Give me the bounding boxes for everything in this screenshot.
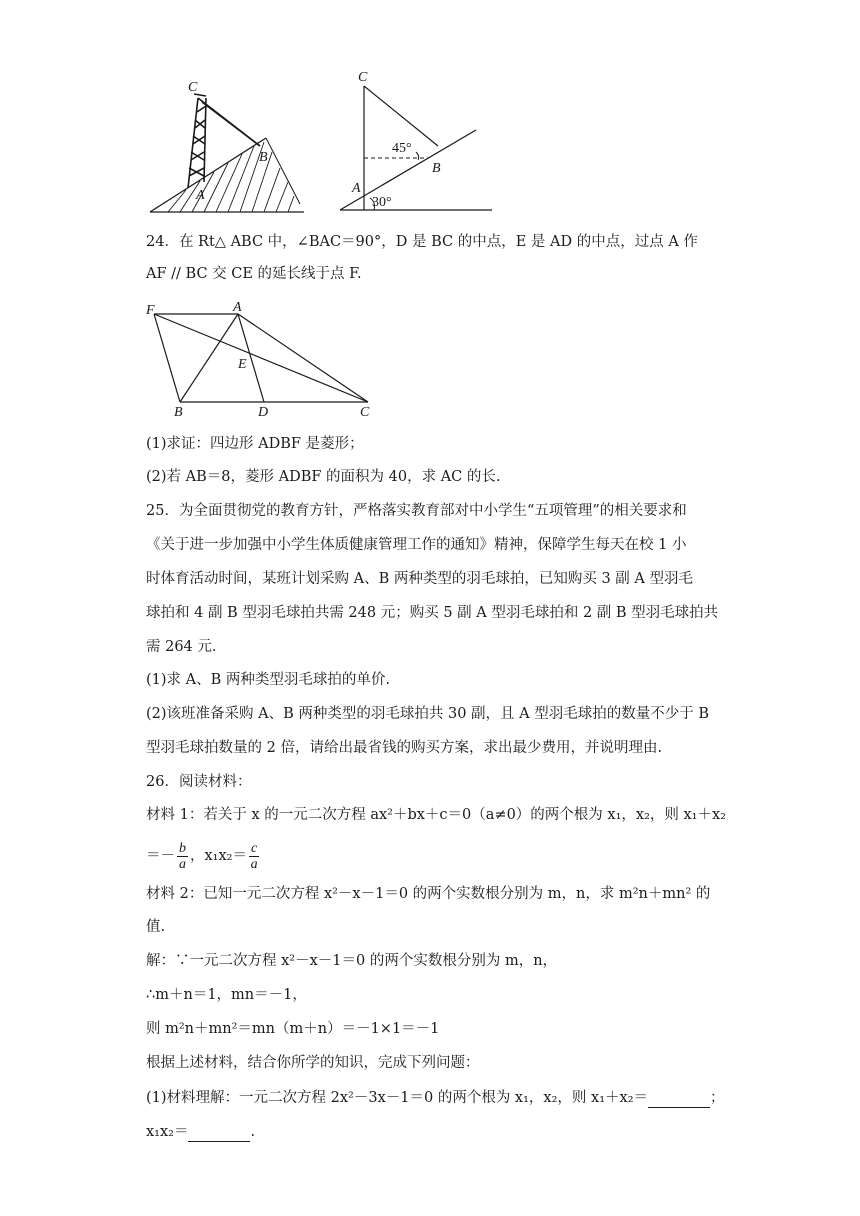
q26-material2-b: 值. (146, 919, 166, 935)
triangle-angle-figure (336, 68, 496, 216)
q26-part1b-end: . (250, 1124, 256, 1140)
rhombus-label-e: E (238, 357, 247, 372)
frac2-numerator: c (250, 840, 258, 856)
tower-slope-figure (148, 72, 308, 217)
q26-part1-line2 (146, 1121, 255, 1142)
triangle-label-a: A (352, 181, 361, 196)
q26-material2-a: 材料 2：已知一元二次方程 x²－x－1＝0 的两个实数根分别为 m，n，求 m²n＋mn² 的 (146, 886, 711, 902)
q26-part1-end: ； (710, 1090, 725, 1106)
frac1-numerator: b (179, 840, 186, 856)
q26-solution-1: 解：∵一元二次方程 x²－x－1＝0 的两个实数根分别为 m，n， (146, 953, 558, 969)
q26-task: 根据上述材料，结合你所学的知识，完成下列问题： (146, 1055, 480, 1071)
q24-part1: (1)求证：四边形 ADBF 是菱形； (146, 436, 364, 452)
tower-label-c: C (188, 80, 198, 95)
answer-blank-sum[interactable] (648, 1087, 710, 1108)
tower-label-b: B (259, 150, 268, 165)
rhombus-label-f: F (146, 303, 155, 318)
q24-part2: (2)若 AB＝8，菱形 ADBF 的面积为 40，求 AC 的长. (146, 469, 501, 485)
answer-blank-product[interactable] (188, 1121, 250, 1142)
q25-line2: 《关于进一步加强中小学生体质健康管理工作的通知》精神，保障学生每天在校 1 小 (146, 537, 687, 553)
rhombus-label-d: D (258, 405, 269, 418)
q26-part1-text: (1)材料理解：一元二次方程 2x²－3x－1＝0 的两个根为 x₁，x₂，则 x₁＋x₂＝ (146, 1090, 649, 1106)
q24-line2: AF // BC 交 CE 的延长线于点 F. (146, 266, 362, 282)
q26-part1-line1 (146, 1087, 725, 1108)
tower-label-a: A (196, 188, 205, 203)
q25-line4: 球拍和 4 副 B 型羽毛球拍共需 248 元；购买 5 副 A 型羽毛球拍和 2 副 B 型羽毛球拍共 (146, 605, 719, 621)
q24-line1: 24．在 Rt△ ABC 中，∠BAC＝90°，D 是 BC 的中点，E 是 AD 的中点，过点 A 作 (146, 234, 698, 250)
q25-part1: (1)求 A、B 两种类型羽毛球拍的单价. (146, 672, 390, 688)
rhombus-label-b: B (174, 405, 183, 418)
q25-line1: 25．为全面贯彻党的教育方针，严格落实教育部对中小学生“五项管理”的相关要求和 (146, 503, 687, 519)
fraction-b-over-a (177, 841, 188, 872)
angle-30-label: 30° (372, 195, 392, 210)
fraction-c-over-a (249, 841, 259, 872)
rhombus-label-c: C (360, 405, 370, 418)
q26-solution-2: ∴m＋n＝1，mn＝－1， (146, 987, 307, 1003)
rhombus-label-a: A (233, 300, 242, 315)
q26-material1-a: 材料 1：若关于 x 的一元二次方程 ax²＋bx＋c＝0（a≠0）的两个根为 x₁，x₂，则 x₁＋x₂ (146, 807, 726, 823)
angle-45-label: 45° (392, 141, 412, 156)
q26-material1-b (146, 836, 261, 876)
rhombus-figure (144, 298, 380, 418)
q26-solution-3: 则 m²n＋mn²＝mn（m＋n）＝－1×1＝－1 (146, 1021, 440, 1037)
q26-part1b-text: x₁x₂＝ (146, 1124, 189, 1140)
q25-line3: 时体育活动时间，某班计划采购 A、B 两种类型的羽毛球拍，已知购买 3 副 A 型羽毛 (146, 571, 693, 587)
m1-mid: ，x₁x₂＝ (190, 848, 247, 864)
m1-prefix: ＝－ (146, 848, 175, 864)
frac1-denominator: a (179, 856, 186, 872)
q25-line5: 需 264 元. (146, 639, 217, 655)
q25-part2b: 型羽毛球拍数量的 2 倍，请给出最省钱的购买方案，求出最少费用，并说明理由. (146, 740, 663, 756)
frac2-denominator: a (250, 856, 258, 872)
triangle-label-b: B (432, 161, 441, 176)
triangle-label-c: C (358, 70, 368, 85)
q26-intro: 26．阅读材料： (146, 774, 252, 790)
q25-part2a: (2)该班准备采购 A、B 两种类型的羽毛球拍共 30 副，且 A 型羽毛球拍的数量不少于 B (146, 706, 710, 722)
